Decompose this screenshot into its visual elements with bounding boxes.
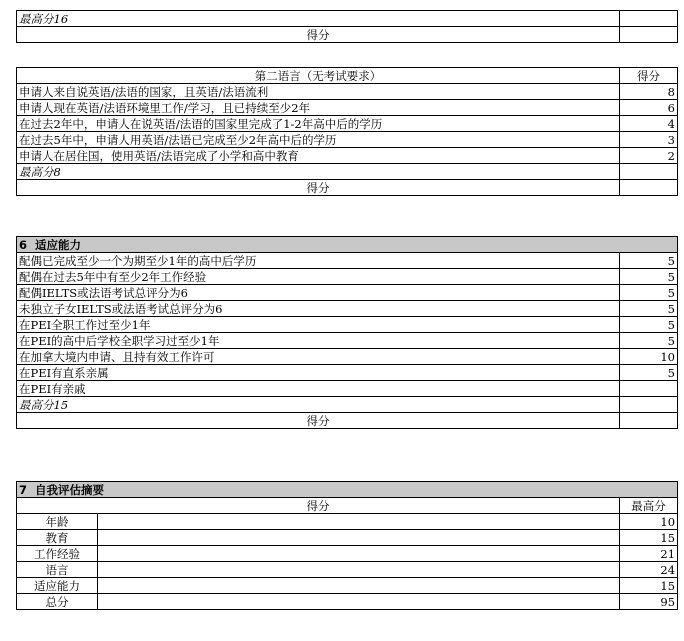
table-row (17, 269, 678, 285)
score-row (17, 413, 678, 429)
max-note: 最高分16 (17, 11, 620, 27)
section-title-text: 适应能力 (35, 237, 82, 252)
summary-row (17, 578, 678, 594)
criterion-points: 6 (620, 100, 678, 116)
criterion-label: 在加拿大境内申请、且持有效工作许可 (17, 349, 620, 365)
criterion-points: 8 (620, 84, 678, 100)
max-note: 最高分15 (17, 397, 620, 413)
score-label: 得分 (17, 27, 620, 43)
criterion-label: 配偶已完成至少一个为期至少1年的高中后学历 (17, 253, 620, 269)
criterion-points: 5 (620, 285, 678, 301)
criterion-points: 5 (620, 269, 678, 285)
score-label: 得分 (17, 413, 620, 429)
criterion-points: 4 (620, 116, 678, 132)
criterion-label: 在PEI有直系亲属 (17, 365, 620, 381)
summary-max: 95 (620, 594, 678, 610)
table-row (17, 349, 678, 365)
criterion-label: 在PEI有亲戚 (17, 381, 620, 397)
score-input-cell[interactable] (620, 11, 678, 27)
summary-row (17, 594, 678, 610)
table-row (17, 84, 678, 100)
summary-max: 15 (620, 578, 678, 594)
summary-row (17, 514, 678, 530)
summary-row (17, 530, 678, 546)
top-fragment (16, 10, 677, 43)
adaptability-section (16, 236, 677, 429)
section-number: 7 (19, 482, 28, 497)
score-row (17, 180, 678, 196)
criterion-label: 在过去5年中，申请人用英语/法语已完成至少2年高中后的学历 (17, 132, 620, 148)
criterion-points: 5 (620, 365, 678, 381)
summary-max: 24 (620, 562, 678, 578)
table-row (17, 253, 678, 269)
criterion-label: 配偶在过去5年中有至少2年工作经验 (17, 269, 620, 285)
score-total-cell[interactable] (620, 180, 678, 196)
criterion-label: 申请人来自说英语/法语的国家，且英语/法语流利 (17, 84, 620, 100)
summary-label: 语言 (17, 562, 98, 578)
summary-label: 工作经验 (17, 546, 98, 562)
criterion-label: 申请人在居住国，使用英语/法语完成了小学和高中教育 (17, 148, 620, 164)
score-header: 得分 (620, 68, 678, 84)
criterion-label: 配偶IELTS或法语考试总评分为6 (17, 285, 620, 301)
max-header: 最高分 (620, 498, 678, 514)
table-row (17, 301, 678, 317)
score-total-cell[interactable] (620, 413, 678, 429)
table-row (17, 116, 678, 132)
summary-score-cell[interactable] (98, 594, 620, 610)
summary-label: 年龄 (17, 514, 98, 530)
criterion-points: 2 (620, 148, 678, 164)
score-label: 得分 (17, 180, 620, 196)
max-note-row (17, 11, 678, 27)
table-row (17, 317, 678, 333)
section-title-text: 自我评估摘要 (35, 482, 105, 497)
criterion-points: 5 (620, 317, 678, 333)
table-row (17, 333, 678, 349)
criterion-label: 在过去2年中，申请人在说英语/法语的国家里完成了1-2年高中后的学历 (17, 116, 620, 132)
section-header-row (17, 68, 678, 84)
criterion-label: 在PEI的高中后学校全职学习过至少1年 (17, 333, 620, 349)
max-note-row (17, 164, 678, 180)
criterion-label: 申请人现在英语/法语环境里工作/学习，且已持续至少2年 (17, 100, 620, 116)
summary-max: 10 (620, 514, 678, 530)
section-header: 第二语言（无考试要求） (17, 68, 620, 84)
section-title (17, 237, 678, 253)
section-number: 6 (19, 237, 28, 252)
table-row (17, 285, 678, 301)
summary-score-cell[interactable] (98, 578, 620, 594)
summary-score-cell[interactable] (98, 562, 620, 578)
summary-label: 教育 (17, 530, 98, 546)
table-row (17, 381, 678, 397)
score-header: 得分 (17, 498, 620, 514)
max-note-row (17, 397, 678, 413)
summary-label: 适应能力 (17, 578, 98, 594)
summary-score-cell[interactable] (98, 546, 620, 562)
section-header-row (17, 237, 678, 253)
second-language-section (16, 67, 677, 196)
summary-section (16, 481, 677, 610)
section-title (17, 482, 678, 498)
table-row (17, 365, 678, 381)
criterion-points (620, 381, 678, 397)
summary-score-cell[interactable] (98, 530, 620, 546)
criterion-label: 在PEI全职工作过至少1年 (17, 317, 620, 333)
max-note: 最高分8 (17, 164, 620, 180)
table-row (17, 132, 678, 148)
score-total-cell[interactable] (620, 27, 678, 43)
score-input-cell[interactable] (620, 397, 678, 413)
criterion-label: 未独立子女IELTS或法语考试总评分为6 (17, 301, 620, 317)
criterion-points: 10 (620, 349, 678, 365)
criterion-points: 5 (620, 253, 678, 269)
summary-label: 总分 (17, 594, 98, 610)
summary-header-row (17, 498, 678, 514)
summary-max: 21 (620, 546, 678, 562)
summary-max: 15 (620, 530, 678, 546)
table-row (17, 148, 678, 164)
summary-score-cell[interactable] (98, 514, 620, 530)
section-header-row (17, 482, 678, 498)
criterion-points: 5 (620, 333, 678, 349)
summary-row (17, 562, 678, 578)
table-row (17, 100, 678, 116)
score-input-cell[interactable] (620, 164, 678, 180)
criterion-points: 3 (620, 132, 678, 148)
summary-row (17, 546, 678, 562)
score-row (17, 27, 678, 43)
criterion-points: 5 (620, 301, 678, 317)
